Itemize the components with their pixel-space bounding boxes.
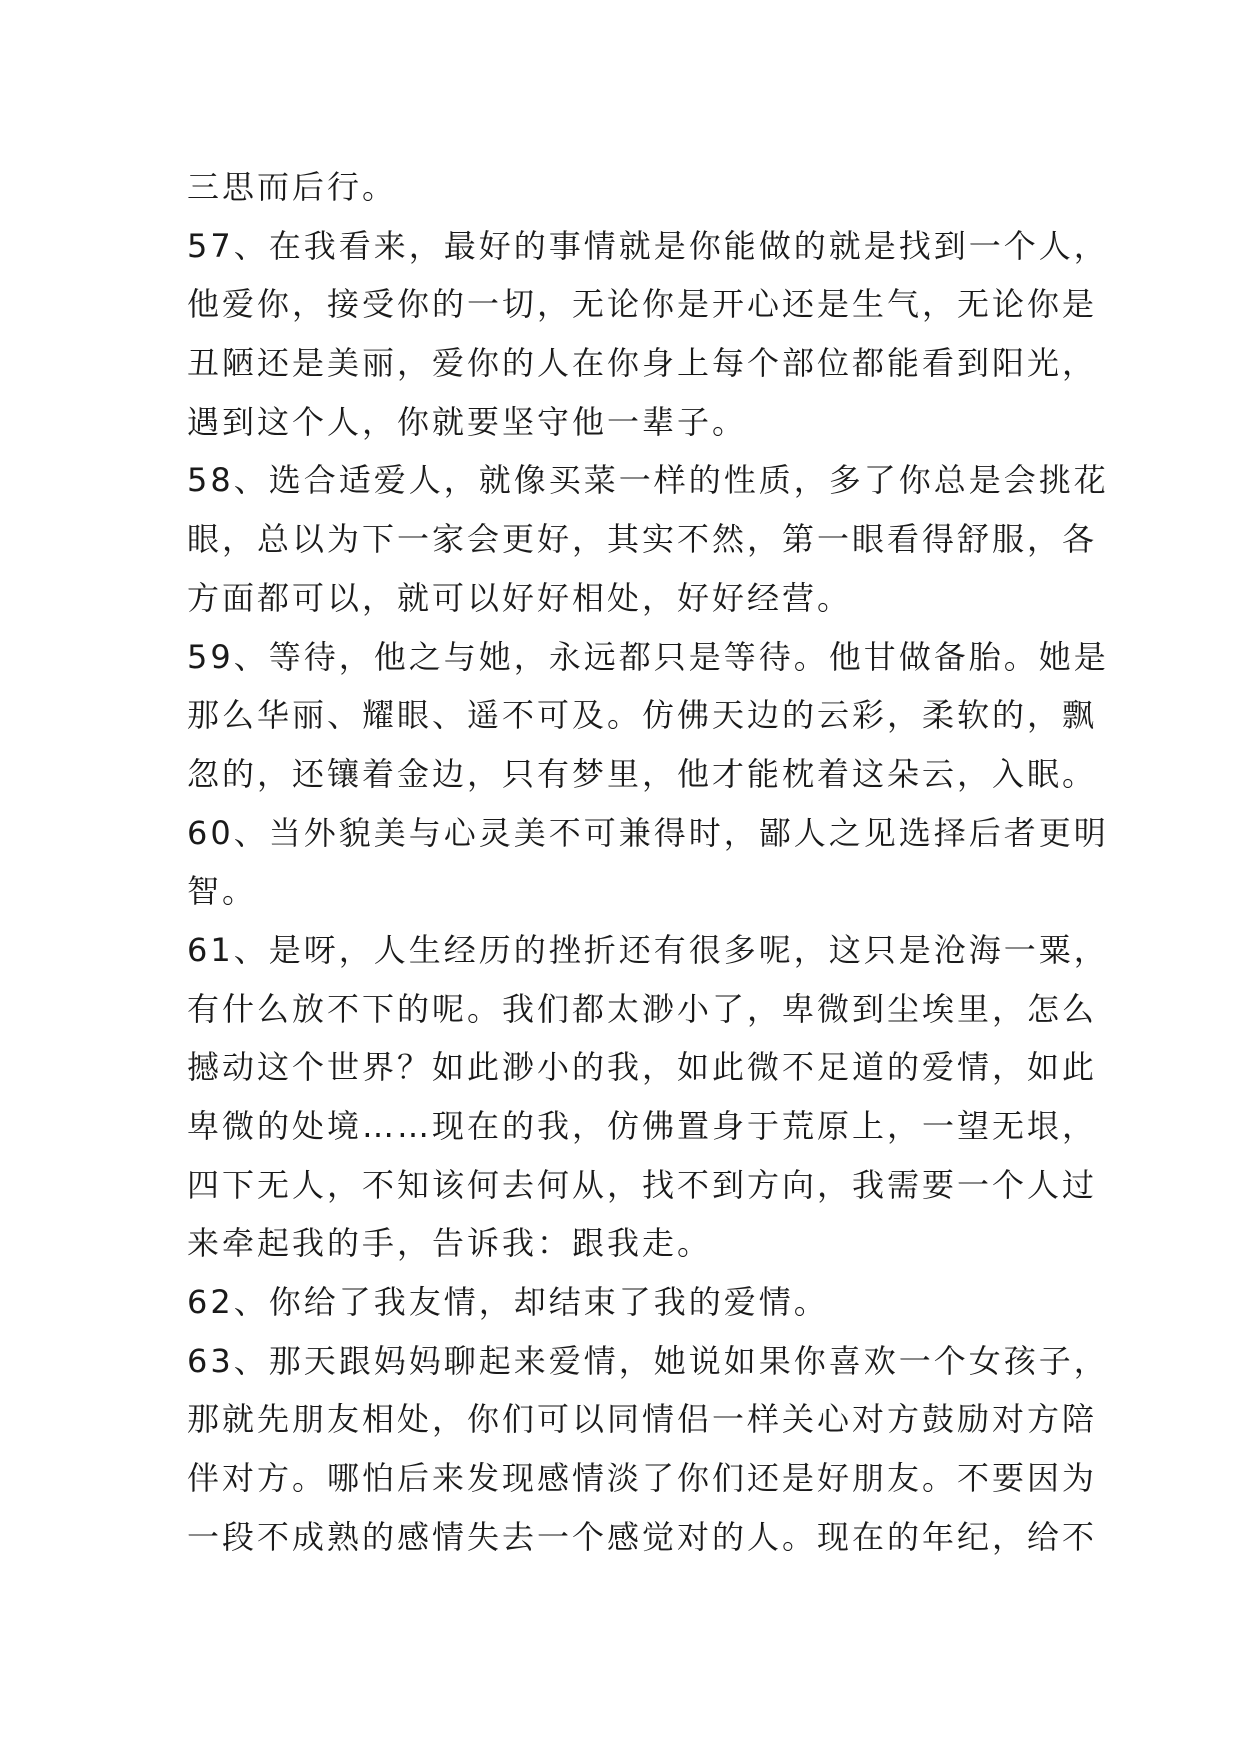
text-line: 伴对方。哪怕后来发现感情淡了你们还是好朋友。不要因为 xyxy=(187,1459,1098,1498)
text-line: 方面都可以，就可以好好相处，好好经营。 xyxy=(187,578,853,617)
text-line: 那么华丽、耀眼、遥不可及。仿佛天边的云彩，柔软的，飘 xyxy=(187,696,1098,735)
text-line: 智。 xyxy=(187,872,258,911)
text-line: 有什么放不下的呢。我们都太渺小了，卑微到尘埃里，怎么 xyxy=(187,989,1098,1028)
text-line: 卑微的处境……现在的我，仿佛置身于荒原上，一望无垠， xyxy=(187,1107,1098,1145)
text-line: 58、选合适爱人，就像买菜一样的性质，多了你总是会挑花 xyxy=(187,461,1109,500)
text-line: 四下无人，不知该何去何从，找不到方向，我需要一个人过 xyxy=(187,1165,1098,1204)
text-line: 61、是呀，人生经历的挫折还有很多呢，这只是沧海一粟， xyxy=(187,930,1109,969)
text-line: 撼动这个世界？如此渺小的我，如此微不足道的爱情，如此 xyxy=(187,1048,1098,1087)
text-line: 59、等待，他之与她，永远都只是等待。他甘做备胎。她是 xyxy=(187,637,1109,676)
text-line: 丑陋还是美丽，爱你的人在你身上每个部位都能看到阳光， xyxy=(187,344,1098,383)
text-line: 那就先朋友相处，你们可以同情侣一样关心对方鼓励对方陪 xyxy=(187,1400,1098,1439)
text-line: 遇到这个人，你就要坚守他一辈子。 xyxy=(187,402,748,441)
text-line: 63、那天跟妈妈聊起来爱情，她说如果你喜欢一个女孩子， xyxy=(187,1341,1109,1380)
text-line: 62、你给了我友情，却结束了我的爱情。 xyxy=(187,1283,829,1322)
text-line: 三思而后行。 xyxy=(187,168,398,206)
text-line: 60、当外貌美与心灵美不可兼得时，鄙人之见选择后者更明 xyxy=(187,813,1109,852)
text-line: 他爱你，接受你的一切，无论你是开心还是生气，无论你是 xyxy=(187,285,1098,324)
text-line: 一段不成熟的感情失去一个感觉对的人。现在的年纪，给不 xyxy=(187,1517,1098,1556)
text-line: 来牵起我的手，告诉我：跟我走。 xyxy=(187,1224,713,1263)
text-line: 眼，总以为下一家会更好，其实不然，第一眼看得舒服，各 xyxy=(187,520,1098,559)
body-text xyxy=(187,158,1109,1567)
text-line: 57、在我看来，最好的事情就是你能做的就是找到一个人， xyxy=(187,226,1109,265)
text-line: 忽的，还镶着金边，只有梦里，他才能枕着这朵云，入眠。 xyxy=(187,754,1098,793)
